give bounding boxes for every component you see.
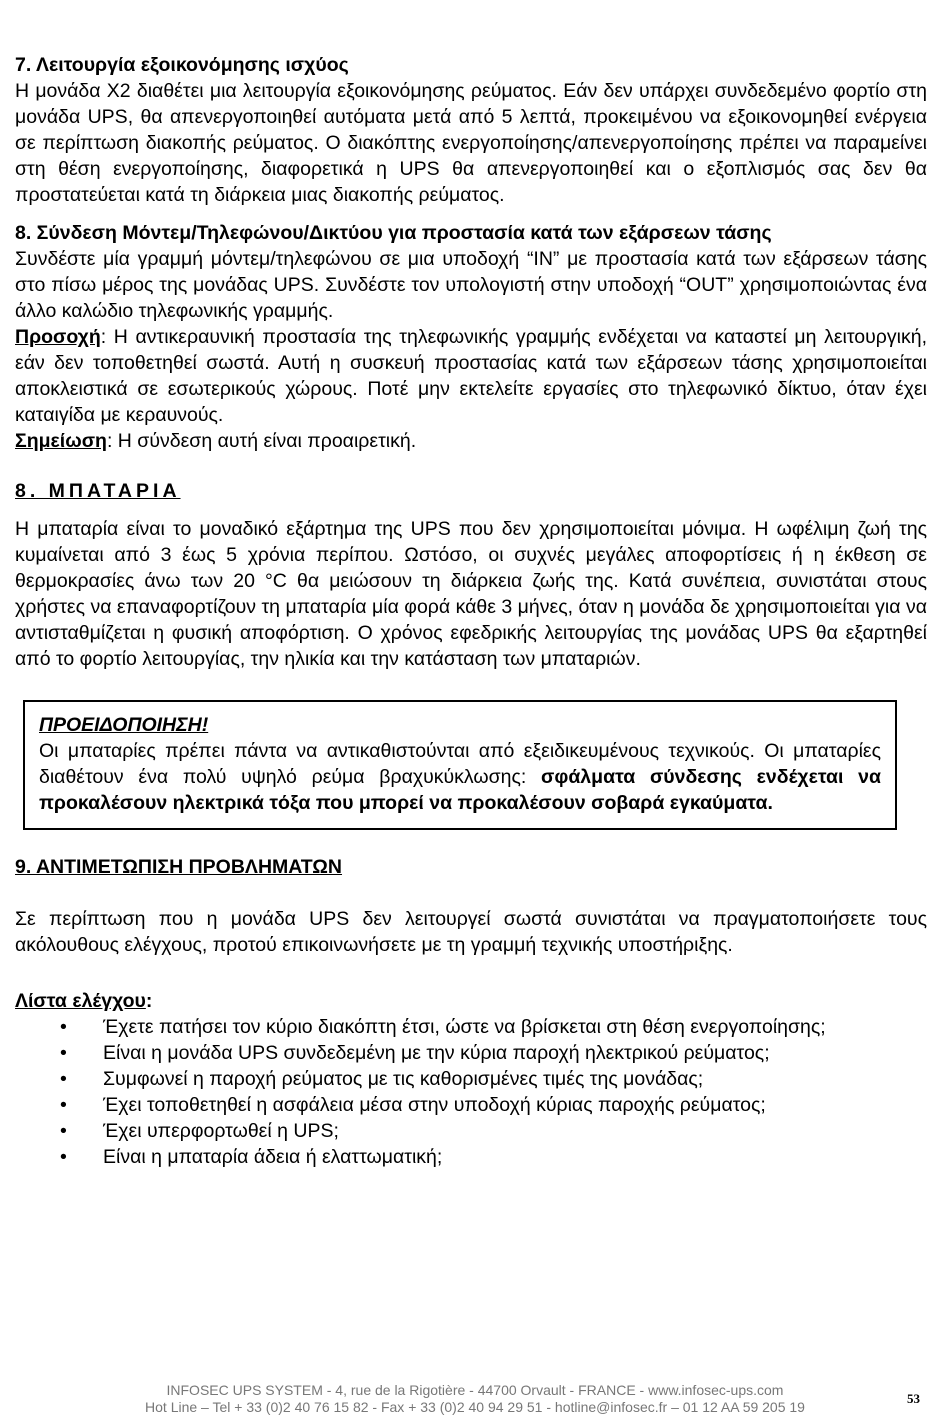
list-item: [60, 1040, 927, 1066]
warning-box: [23, 700, 897, 830]
note-label: Σημείωση: [15, 430, 107, 452]
caution-text: : Η αντικεραυνική προστασία της τηλεφωνικής γραμμής ενδέχεται να καταστεί μη λειτουργική, εάν δεν τοποθετηθεί σωστά. Αυτή η συσκευή προστασίας κατά των εξάρσεων τάσης χρησιμοποιείται αποκλειστικά σε εσωτερικούς χώρους. Ποτέ μην εκτελείτε εργασίες στο τηλεφωνικό δίκτυο, όταν έχει καταιγίδα με κεραυνούς.: [15, 326, 927, 426]
list-item-text: Συμφωνεί η παροχή ρεύματος με τις καθορισμένες τιμές της μονάδας;: [103, 1068, 704, 1090]
checklist-colon: :: [145, 990, 153, 1012]
list-item-text: Είναι η μονάδα UPS συνδεδεμένη με την κύρια παροχή ηλεκτρικού ρεύματος;: [103, 1042, 770, 1064]
checklist-heading: [15, 988, 927, 1014]
section-title: 8. ΜΠΑΤΑΡΙΑ: [15, 480, 181, 502]
checklist-title: Λίστα ελέγχου: [15, 990, 146, 1012]
list-item-text: Έχει υπερφορτωθεί η UPS;: [103, 1120, 339, 1142]
section-troubleshooting: [15, 854, 927, 1170]
page-number: 53: [907, 1391, 920, 1406]
caution-paragraph: [15, 324, 927, 428]
footer-address: INFOSEC UPS SYSTEM - 4, rue de la Rigotière - 44700 Orvault - FRANCE - www.infosec-ups.com: [166, 1382, 784, 1398]
bullet-icon: •: [60, 1120, 67, 1142]
document-page: [15, 52, 927, 1170]
bullet-icon: •: [60, 1146, 67, 1168]
page-footer: [0, 1382, 950, 1416]
warning-title: ΠΡΟΕΙΔΟΠΟΙΗΣΗ!: [39, 714, 209, 736]
list-item: [60, 1092, 927, 1118]
section-body: Σε περίπτωση που η μονάδα UPS δεν λειτουργεί σωστά συνιστάται να πραγματοποιήσετε τους ακόλουθους ελέγχους, προτού επικοινωνήσετε με τη γραμμή τεχνικής υποστήριξης.: [15, 908, 927, 956]
list-item: [60, 1066, 927, 1092]
list-item: [60, 1144, 927, 1170]
section-surge-protection: [15, 220, 927, 454]
warning-text-plain: Οι μπαταρίες πρέπει πάντα να αντικαθιστούνται από εξειδικευμένους τεχνικούς. Οι μπαταρίες διαθέτουν ένα πολύ υψηλό ρεύμα βραχυκύκλωσης:: [39, 740, 881, 788]
section-title: 9. ΑΝΤΙΜΕΤΩΠΙΣΗ ΠΡΟΒΛΗΜΑΤΩΝ: [15, 856, 343, 878]
section-battery: [15, 478, 927, 672]
section-title: 8. Σύνδεση Μόντεμ/Τηλεφώνου/Δικτύου για προστασία κατά των εξάρσεων τάσης: [15, 222, 772, 244]
bullet-icon: •: [60, 1094, 67, 1116]
section-body: Συνδέστε μία γραμμή μόντεμ/τηλεφώνου σε μια υποδοχή “IN” με προστασία κατά των εξάρσεων τάσης στο πίσω μέρος της μονάδας UPS. Συνδέστε τον υπολογιστή στην υποδοχή “OUT” χρησιμοποιώντας ένα άλλο καλώδιο τηλεφωνικής γραμμής.: [15, 248, 927, 322]
warning-text: [39, 738, 881, 816]
list-item: [60, 1014, 927, 1040]
bullet-icon: •: [60, 1068, 67, 1090]
checklist: [15, 1014, 927, 1170]
bullet-icon: •: [60, 1016, 67, 1038]
section-body: Η μονάδα X2 διαθέτει μια λειτουργία εξοικονόμησης ρεύματος. Εάν δεν υπάρχει συνδεδεμένο φορτίο στη μονάδα UPS, θα απενεργοποιηθεί αυτόματα μετά από 5 λεπτά, προκειμένου να εξοικονομηθεί ενέργεια σε περίπτωση διακοπής ρεύματος. Ο διακόπτης ενεργοποίησης/απενεργοποίησης πρέπει να παραμείνει στη θέση ενεργοποίησης, διαφορετικά η UPS θα απενεργοποιηθεί και ο εξοπλισμός σας δεν θα προστατεύεται κατά τη διάρκεια μιας διακοπής ρεύματος.: [15, 80, 927, 206]
list-item-text: Είναι η μπαταρία άδεια ή ελαττωματική;: [103, 1146, 443, 1168]
caution-label: Προσοχή: [15, 326, 101, 348]
list-item-text: Έχει τοποθετηθεί η ασφάλεια μέσα στην υποδοχή κύριας παροχής ρεύματος;: [103, 1094, 766, 1116]
section-body: Η μπαταρία είναι το μοναδικό εξάρτημα της UPS που δεν χρησιμοποιείται μόνιμα. Η ωφέλιμη ζωή της κυμαίνεται από 3 έως 5 χρόνια περίπου. Ωστόσο, οι συχνές μεγάλες αποφορτίσεις ή η έκθεση σε θερμοκρασίες άνω των 20 °C θα μειώσουν τη διάρκεια ζωής της. Κατά συνέπεια, συνιστάται στους χρήστες να επαναφορτίζουν τη μπαταρία μία φορά κάθε 3 μήνες, όταν η μονάδα δε χρησιμοποιείται για να αντισταθμίζεται η φυσική αποφόρτιση. Ο χρόνος εφεδρικής λειτουργίας της μονάδας UPS θα εξαρτηθεί από το φορτίο λειτουργίας, την ηλικία και την κατάσταση των μπαταριών.: [15, 518, 927, 670]
section-title: 7. Λειτουργία εξοικονόμησης ισχύος: [15, 54, 349, 76]
section-power-saving: [15, 52, 927, 208]
list-item: [60, 1118, 927, 1144]
list-item-text: Έχετε πατήσει τον κύριο διακόπτη έτσι, ώστε να βρίσκεται στη θέση ενεργοποίησης;: [103, 1016, 826, 1038]
warning-text-bold: σφάλματα σύνδεσης ενδέχεται να προκαλέσουν ηλεκτρικά τόξα που μπορεί να προκαλέσουν σοβαρά εγκαύματα.: [39, 766, 881, 814]
footer-contact: Hot Line – Tel + 33 (0)2 40 76 15 82 - Fax + 33 (0)2 40 94 29 51 - hotline@infosec.fr – 01 12 AA 59 205 19: [145, 1399, 805, 1415]
note-text: : Η σύνδεση αυτή είναι προαιρετική.: [106, 430, 417, 452]
bullet-icon: •: [60, 1042, 67, 1064]
note-paragraph: [15, 428, 927, 454]
